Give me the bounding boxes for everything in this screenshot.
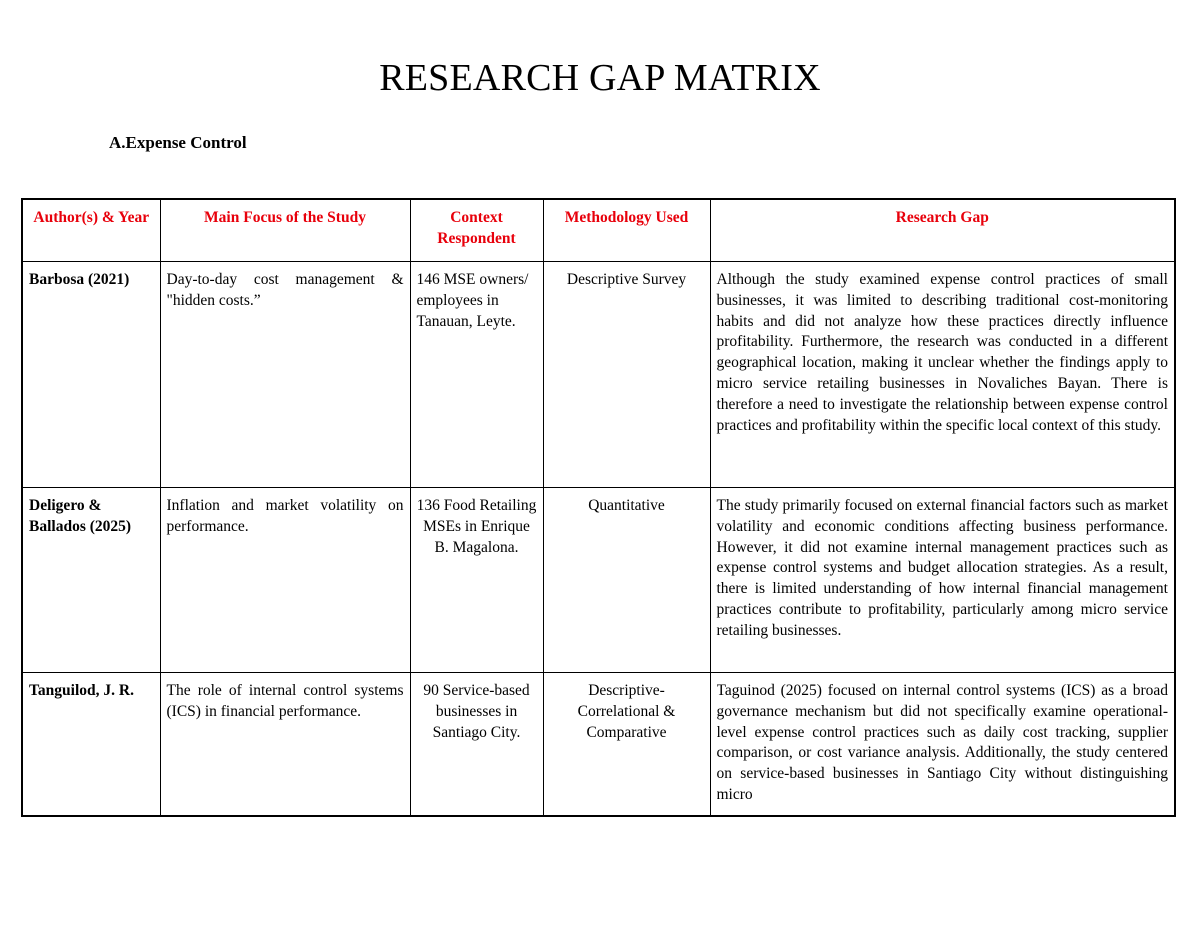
header-author: Author(s) & Year — [22, 199, 160, 262]
cell-research-gap: The study primarily focused on external financial factors such as market volatility and economic conditions affecting business performance. However, it did not examine internal management practices such as expense control systems and budget allocation strategies. As a result, there is limited understanding of how internal financial management practices contribute to profitability, particularly among micro service retailing businesses. — [710, 488, 1175, 673]
cell-focus: Day-to-day cost management & "hidden costs.” — [160, 262, 410, 488]
header-gap: Research Gap — [710, 199, 1175, 262]
cell-focus: The role of internal control systems (ICS) in financial performance. — [160, 673, 410, 817]
research-gap-table — [21, 198, 1176, 817]
cell-author: Deligero & Ballados (2025) — [22, 488, 160, 673]
document-title: RESEARCH GAP MATRIX — [379, 57, 821, 99]
header-context: Context Respondent — [410, 199, 543, 262]
cell-context: 90 Service-based businesses in Santiago City. — [410, 673, 543, 817]
table-header-row — [22, 199, 1175, 262]
cell-method: Descriptive Survey — [543, 262, 710, 488]
cell-research-gap: Although the study examined expense control practices of small businesses, it was limited to describing traditional cost-monitoring habits and did not analyze how these practices directly influence profitability. Furthermore, the research was conducted in a different geographical location, making it unclear whether the findings apply to micro service retailing businesses in Novaliches Bayan. There is therefore a need to investigate the relationship between expense control practices and profitability within the specific local context of this study. — [710, 262, 1175, 488]
cell-author: Tanguilod, J. R. — [22, 673, 160, 817]
header-focus: Main Focus of the Study — [160, 199, 410, 262]
research-gap-text: Taguinod (2025) focused on internal control systems (ICS) as a broad governance mechanism but did not specifically examine operational-level expense control practices such as daily cost tracking, supplier comparison, or cost variance analysis. Additionally, the study centered on service-based businesses in Santiago City without distinguishing micro — [716, 682, 1168, 803]
table-row — [22, 673, 1175, 817]
section-heading: A.Expense Control — [109, 133, 247, 152]
header-method: Methodology Used — [543, 199, 710, 262]
cell-context: 136 Food Retailing MSEs in Enrique B. Magalona. — [410, 488, 543, 673]
cell-method: Descriptive-Correlational & Comparative — [543, 673, 710, 817]
cell-author: Barbosa (2021) — [22, 262, 160, 488]
table-row — [22, 488, 1175, 673]
cell-context: 146 MSE owners/ employees in Tanauan, Leyte. — [410, 262, 543, 488]
cell-method: Quantitative — [543, 488, 710, 673]
cell-research-gap — [710, 673, 1175, 817]
table-row — [22, 262, 1175, 488]
cell-focus: Inflation and market volatility on performance. — [160, 488, 410, 673]
